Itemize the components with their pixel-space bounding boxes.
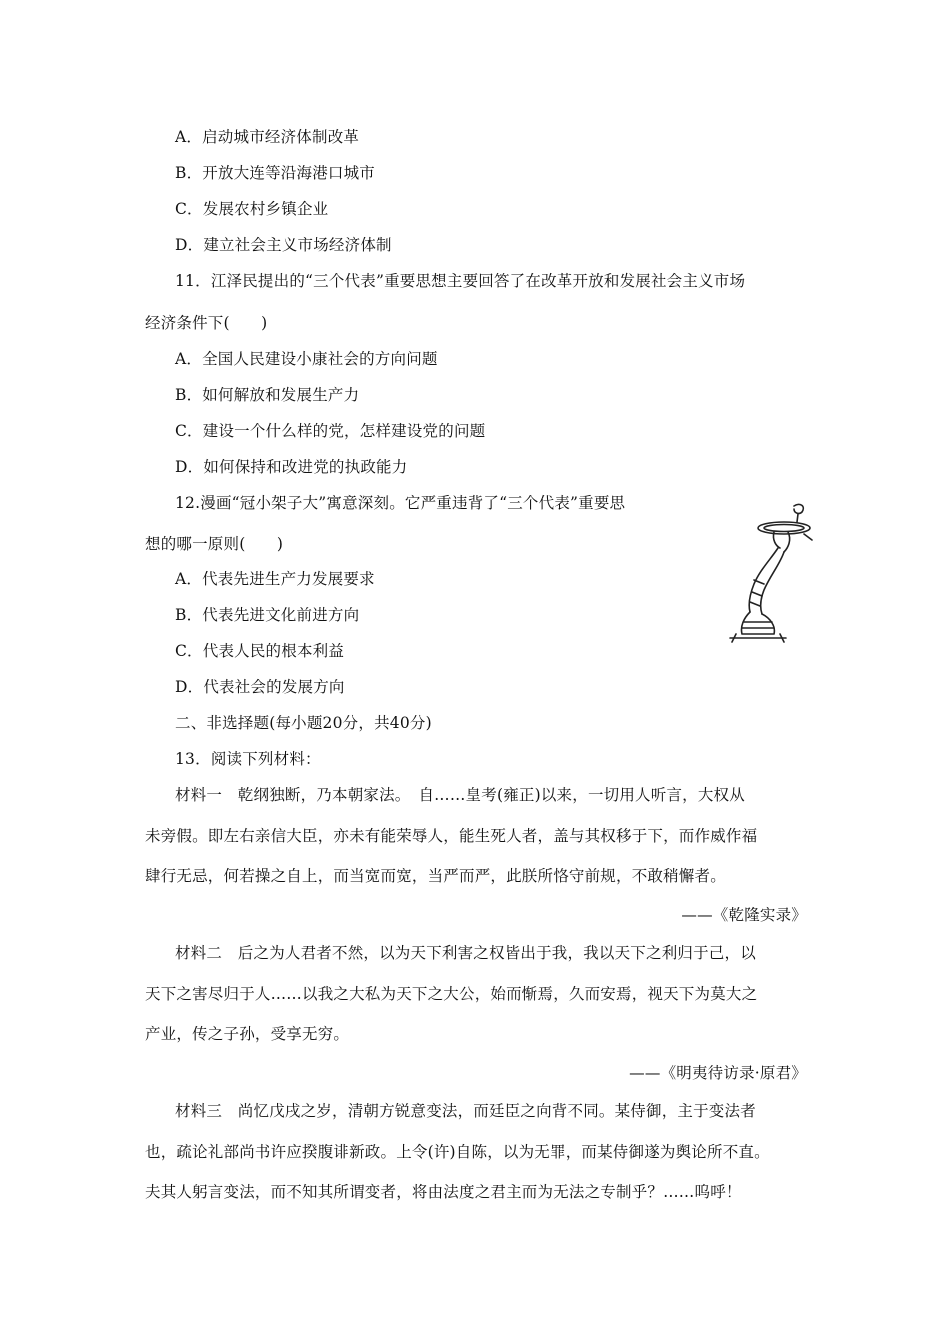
q10-option-c: C．发展农村乡镇企业 bbox=[175, 200, 329, 218]
cartoon-figure-icon bbox=[714, 500, 814, 648]
q12-option-b: B．代表先进文化前进方向 bbox=[175, 606, 360, 624]
material1-line3: 肆行无忌，何若操之自上，而当宽而宽，当严而严，此朕所恪守前规，不敢稍懈者。 bbox=[145, 867, 726, 885]
material1-source: ——《乾隆实录》 bbox=[681, 906, 807, 924]
q10-option-a: A．启动城市经济体制改革 bbox=[175, 128, 360, 146]
material1-line2: 未旁假。即左右亲信大臣，亦未有能荣辱人，能生死人者，盖与其权移于下，而作威作福 bbox=[145, 827, 758, 845]
material2-line3: 产业，传之子孙，受享无穷。 bbox=[145, 1025, 350, 1043]
q12-stem-line1: 12.漫画“冠小架子大”寓意深刻。它严重违背了“三个代表”重要思 bbox=[175, 494, 626, 512]
q10-option-d: D．建立社会主义市场经济体制 bbox=[175, 236, 392, 254]
q11-option-a: A．全国人民建设小康社会的方向问题 bbox=[175, 350, 438, 368]
q12-option-a: A．代表先进生产力发展要求 bbox=[175, 570, 375, 588]
q12-option-d: D．代表社会的发展方向 bbox=[175, 678, 345, 696]
material3-line2: 也，疏论礼部尚书许应揆腹诽新政。上令(许)自陈，以为无罪，而某侍御遂为舆论所不直。 bbox=[145, 1143, 770, 1161]
q12-stem-line2: 想的哪一原则( ) bbox=[145, 535, 284, 553]
q11-stem-line2: 经济条件下( ) bbox=[145, 314, 268, 332]
material2-source: ——《明夷待访录·原君》 bbox=[629, 1064, 807, 1082]
q12-option-c: C．代表人民的根本利益 bbox=[175, 642, 345, 660]
q11-stem-line1: 11．江泽民提出的“三个代表”重要思想主要回答了在改革开放和发展社会主义市场 bbox=[175, 272, 746, 290]
q11-option-d: D．如何保持和改进党的执政能力 bbox=[175, 458, 408, 476]
section2-title: 二、非选择题(每小题20分，共40分) bbox=[175, 714, 432, 732]
material2-line1: 材料二 后之为人君者不然，以为天下利害之权皆出于我，我以天下之利归于己，以 bbox=[175, 944, 756, 962]
q11-option-b: B．如何解放和发展生产力 bbox=[175, 386, 360, 404]
material3-line3: 夫其人躬言变法，而不知其所谓变者，将由法度之君主而为无法之专制乎？……呜呼！ bbox=[145, 1183, 742, 1201]
q10-option-b: B．开放大连等沿海港口城市 bbox=[175, 164, 375, 182]
material2-line2: 天下之害尽归于人……以我之大私为天下之大公，始而惭焉，久而安焉，视天下为莫大之 bbox=[145, 985, 758, 1003]
q13-stem: 13．阅读下列材料： bbox=[175, 750, 321, 768]
q11-option-c: C．建设一个什么样的党，怎样建设党的问题 bbox=[175, 422, 486, 440]
material1-line1: 材料一 乾纲独断，乃本朝家法。 自……皇考(雍正)以来，一切用人听言，大权从 bbox=[175, 786, 745, 804]
material3-line1: 材料三 尚忆戊戌之岁，清朝方锐意变法，而廷臣之向背不同。某侍御，主于变法者 bbox=[175, 1102, 756, 1120]
